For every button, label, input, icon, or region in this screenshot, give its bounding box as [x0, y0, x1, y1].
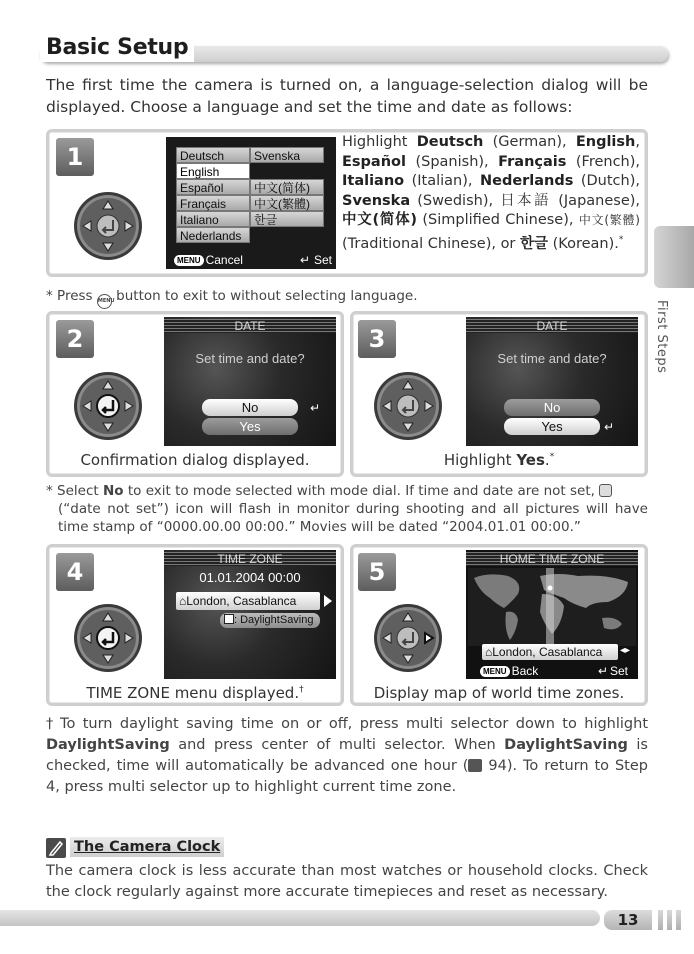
cancel-label: Cancel [205, 253, 243, 267]
option-no[interactable]: No [202, 399, 298, 416]
note-2: * Select No to exit to mode selected with mode dial. If time and date are not set, (“date not set”) icon will flash in monitor during shooting and all pictures will have time stamp of “0000.00.00 00:00.” Movies will be dated “2004.01.01 00:00.” [46, 483, 648, 535]
lang-option[interactable]: 中文(简体) [250, 179, 324, 195]
section-label: First Steps [654, 300, 669, 374]
back-label: Back [511, 664, 539, 678]
footer-bar [0, 910, 600, 926]
set-label: Set [313, 253, 332, 267]
footer-tick [676, 910, 681, 930]
enter-icon: ↵ [299, 253, 310, 267]
camera-clock-heading: The Camera Clock [70, 837, 224, 857]
home-time-zone-screen [466, 550, 638, 679]
language-screen-footer [166, 252, 336, 269]
lang-option[interactable]: Français [176, 195, 250, 211]
camera-clock-body: The camera clock is less accurate than most watches or household clocks. Check the clock regularly against more accurate timepieces and reset as necessary. [46, 863, 648, 900]
daylight-saving-toggle[interactable]: : DaylightSaving [220, 613, 320, 628]
step-4-caption: TIME ZONE menu displayed.† [86, 684, 304, 702]
world-map [468, 568, 636, 646]
step-5-caption: Display map of world time zones. [373, 684, 625, 702]
date-screen [466, 317, 638, 446]
screen-title: HOME TIME ZONE [466, 552, 638, 566]
datetime-readout: 01.01.2004 00:00 [199, 570, 301, 585]
menu-button-icon: MENU [174, 255, 204, 266]
step-5-number: 5 [358, 553, 396, 591]
note-3: † To turn daylight saving time on or off, press multi selector down to highlight DaylightSaving and press center of multi selector. When DaylightSaving is checked, time will automatically be advanced one hour ( 94). To return to Step 4, press multi selector up to highlight current time zone. [46, 716, 649, 795]
lang-option[interactable]: Svenska [250, 147, 324, 163]
home-zone-footer [466, 663, 638, 679]
multi-selector-icon [72, 190, 144, 262]
date-not-set-icon [599, 484, 612, 497]
multi-selector-icon [372, 602, 444, 674]
option-yes[interactable]: Yes [202, 418, 298, 435]
step-3-caption: Highlight Yes.* [443, 451, 555, 469]
left-right-arrows-icon: ◂▸ [620, 645, 631, 656]
pencil-note-icon [46, 838, 66, 858]
time-zone-screen [164, 550, 336, 679]
lang-option[interactable]: Español [176, 179, 250, 195]
enter-icon: ↵ [597, 664, 608, 678]
home-icon: ⌂ [179, 594, 187, 608]
reference-icon [468, 759, 482, 772]
intro-paragraph: The first time the camera is turned on, a language-selection dialog will be displayed. Choose a language and set the time and date as follows: [46, 76, 648, 116]
page-title: Basic Setup [46, 35, 189, 60]
home-icon: ⌂ [485, 645, 493, 659]
title-bar [40, 34, 670, 64]
step-4-number: 4 [56, 553, 94, 591]
step-2-caption: Confirmation dialog displayed. [80, 451, 310, 469]
enter-icon: ↵ [604, 420, 615, 434]
step-1-text: Highlight Deutsch (German), English, Español (Spanish), Français (French), Italiano (Italian), Nederlands (Dutch), Svenska (Swedish), 日本語 (Japanese), 中文(简体) (Simplified Chinese), 中文(繁體) (Traditional Chinese), or 한글 (Korean).* [342, 134, 641, 252]
footer-tick [658, 910, 663, 930]
lang-option[interactable]: Nederlands [176, 227, 250, 243]
section-tab [654, 226, 694, 288]
lang-option[interactable]: Deutsch [176, 147, 250, 163]
home-zone-field[interactable]: ⌂London, Casablanca [482, 644, 618, 660]
language-screen [166, 137, 336, 269]
note-1: * Press MENU button to exit to without selecting language. [46, 287, 646, 309]
screen-title: DATE [466, 319, 638, 333]
daylight-checkbox[interactable] [224, 614, 234, 624]
option-no[interactable]: No [504, 399, 600, 416]
lang-option[interactable]: Italiano [176, 211, 250, 227]
menu-icon: MENU [97, 294, 112, 309]
set-label: Set [609, 664, 628, 678]
lang-option[interactable]: 中文(繁體) [250, 195, 324, 211]
screen-question: Set time and date? [195, 351, 305, 366]
date-screen [164, 317, 336, 446]
multi-selector-icon [72, 602, 144, 674]
step-2-number: 2 [56, 320, 94, 358]
step-1-number: 1 [56, 138, 94, 176]
multi-selector-icon [372, 370, 444, 442]
lang-option-selected[interactable]: English [176, 163, 250, 179]
right-arrow-icon [324, 595, 332, 607]
menu-button-icon: MENU [480, 666, 510, 677]
enter-icon: ↵ [310, 401, 321, 415]
multi-selector-icon [72, 370, 144, 442]
page-number: 13 [604, 910, 652, 930]
screen-title: TIME ZONE [164, 552, 336, 566]
step-3-number: 3 [358, 320, 396, 358]
lang-option[interactable]: 한글 [250, 211, 324, 227]
time-zone-field[interactable]: ⌂London, Casablanca [176, 592, 320, 610]
footer-tick [667, 910, 672, 930]
screen-title: DATE [164, 319, 336, 333]
screen-question: Set time and date? [497, 351, 607, 366]
option-yes[interactable]: Yes [504, 418, 600, 435]
